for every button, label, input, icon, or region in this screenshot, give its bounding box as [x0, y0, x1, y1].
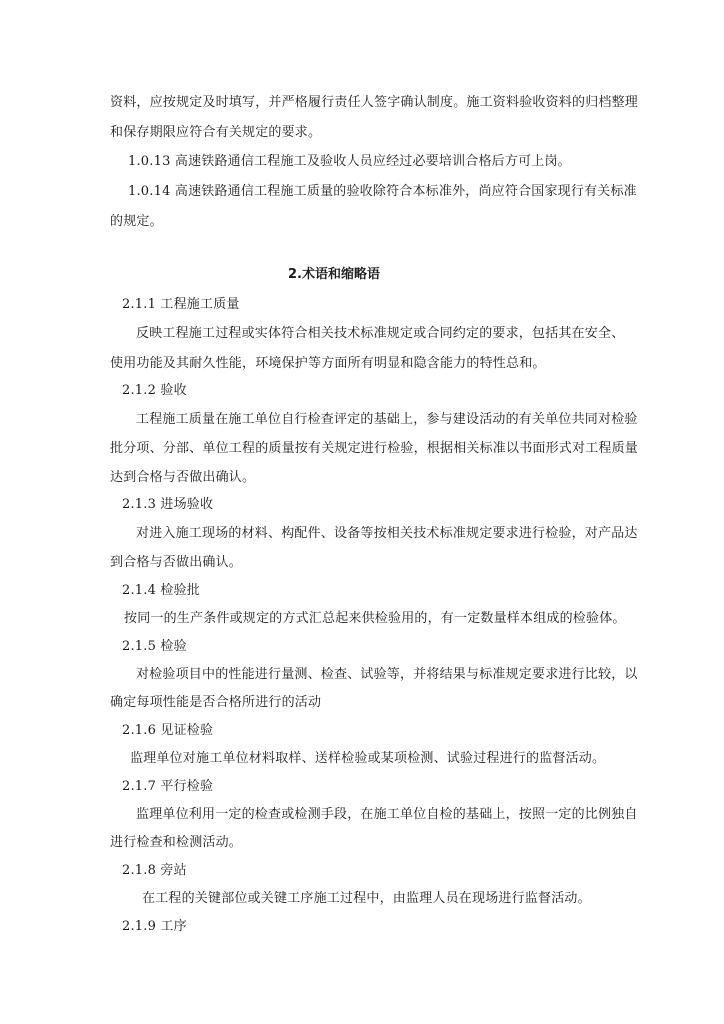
term-number: 2.1.4 检验批: [122, 583, 201, 598]
term-number: 2.1.8 旁站: [122, 863, 187, 878]
term-definition-line: 使用功能及其耐久性能，环境保护等方面所有明显和隐含能力的特性总和。: [110, 356, 546, 371]
term-definition-line: 对检验项目中的性能进行量测、检查、试验等，并将结果与标准规定要求进行比较，以: [136, 667, 638, 682]
intro-line-2: 和保存期限应符合有关规定的要求。: [110, 125, 322, 140]
term-definition-line: 批分项、分部、单位工程的质量按有关规定进行检验，根据相关标准以书面形式对工程质量: [110, 441, 639, 456]
term-number: 2.1.6 见证检验: [122, 723, 214, 738]
term-definition-line: 在工程的关键部位或关键工序施工过程中，由监理人员在现场进行监督活动。: [142, 891, 591, 906]
term-number: 2.1.3 进场验收: [122, 497, 214, 512]
term-definition-line: 对进入施工现场的材料、构配件、设备等按相关技术标准规定要求进行检验，对产品达: [136, 526, 638, 541]
term-definition-line: 工程施工质量在施工单位自行检查评定的基础上，参与建设活动的有关单位共同对检验: [136, 412, 638, 427]
term-definition-line: 反映工程施工过程或实体符合相关技术标准规定或合同约定的要求，包括其在安全、: [136, 326, 625, 341]
term-number: 2.1.7 平行检验: [122, 779, 214, 794]
term-definition-line: 监理单位利用一定的检查或检测手段，在施工单位自检的基础上，按照一定的比例独自: [136, 807, 638, 822]
term-number: 2.1.1 工程施工质量: [122, 297, 240, 312]
clause-1-0-13: 1.0.13 高速铁路通信工程施工及验收人员应经过必要培训合格后方可上岗。: [128, 154, 571, 169]
term-definition-line: 达到合格与否做出确认。: [110, 470, 256, 485]
term-definition-line: 按同一的生产条件或规定的方式汇总起来供检验用的，有一定数量样本组成的检验体。: [124, 611, 626, 626]
section-title: 2.术语和缩略语: [288, 267, 380, 282]
clause-1-0-14-line-1: 1.0.14 高速铁路通信工程施工质量的验收除符合本标准外，尚应符合国家现行有关标准: [128, 184, 637, 199]
term-number: 2.1.9 工序: [122, 919, 187, 934]
term-number: 2.1.2 验收: [122, 383, 187, 398]
term-definition-line: 到合格与否做出确认。: [110, 555, 243, 570]
term-number: 2.1.5 检验: [122, 639, 187, 654]
term-definition-line: 确定每项性能是否合格所进行的活动: [110, 695, 322, 710]
intro-line-1: 资料，应按规定及时填写，并严格履行责任人签字确认制度。施工资料验收资料的归档整理: [110, 95, 639, 110]
clause-1-0-14-line-2: 的规定。: [110, 214, 163, 229]
term-definition-line: 监理单位对施工单位材料取样、送样检验或某项检测、试验过程进行的监督活动。: [130, 751, 606, 766]
term-definition-line: 进行检查和检测活动。: [110, 835, 243, 850]
